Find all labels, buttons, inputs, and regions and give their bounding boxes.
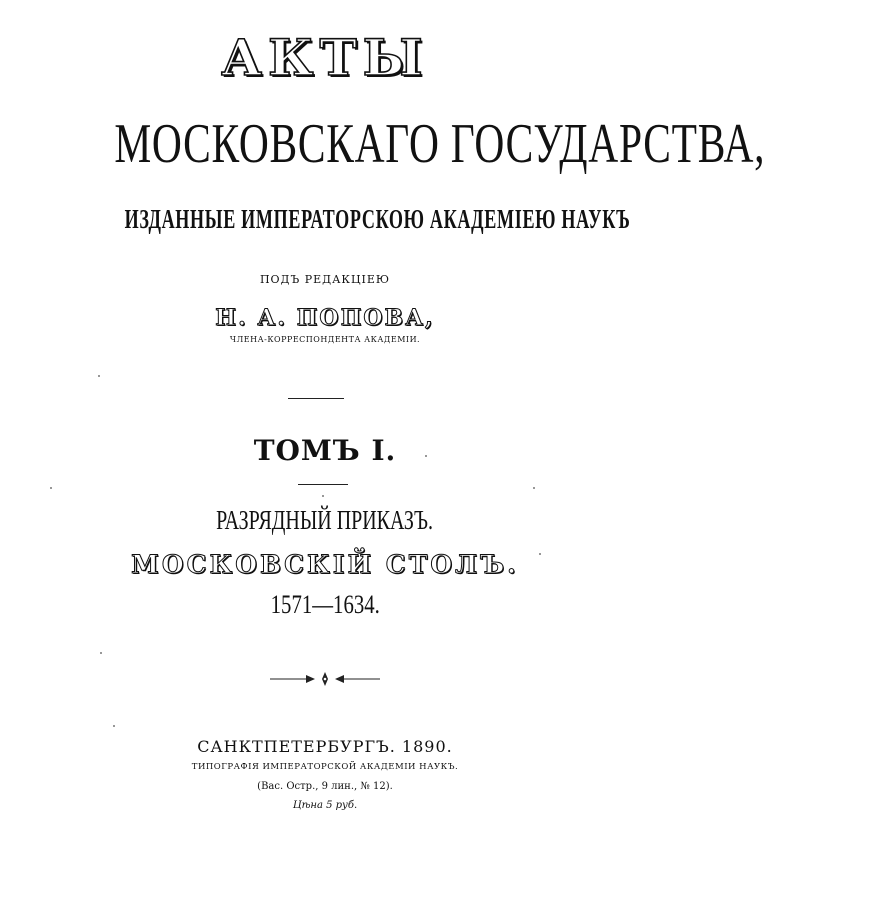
- desk-title: МОСКОВСКІЙ СТОЛЪ.: [131, 550, 519, 579]
- volume-title: ТОМЪ I.: [253, 434, 397, 467]
- series-title: АКТЫ: [221, 28, 429, 87]
- editor-name: Н. А. ПОПОВА,: [215, 305, 435, 331]
- scan-speck: [533, 487, 535, 489]
- scan-speck: [113, 725, 115, 727]
- scan-speck: [100, 652, 102, 654]
- department-title-text: РАЗРЯДНЫЙ ПРИКАЗЪ.: [216, 505, 434, 535]
- state-title-text: МОСКОВСКАГО ГОСУДАРСТВА,: [114, 113, 766, 175]
- publisher-line-text: ИЗДАННЫЕ ИМПЕРАТОРСКОЮ АКАДЕМІЕЮ НАУКЪ: [124, 204, 631, 234]
- imprint-address: (Вас. Остр., 9 лин., № 12).: [257, 781, 393, 792]
- scan-speck: [98, 375, 100, 377]
- state-title: [0, 112, 766, 176]
- scan-speck: [322, 495, 324, 497]
- imprint-price: Цѣна 5 руб.: [292, 800, 358, 811]
- imprint-city-year: САНКТПЕТЕРБУРГЪ. 1890.: [197, 737, 453, 756]
- years: [0, 590, 650, 620]
- editor-intro: ПОДЪ РЕДАКЦІЕЮ: [259, 273, 391, 286]
- publisher-line: [0, 204, 650, 235]
- scan-speck: [50, 487, 52, 489]
- editor-role: ЧЛЕНА-КОРРЕСПОНДЕНТА АКАДЕМІИ.: [229, 335, 421, 344]
- years-text: 1571—1634.: [270, 590, 380, 619]
- scan-speck: [539, 553, 541, 555]
- imprint-printer: ТИПОГРАФІЯ ИМПЕРАТОРСКОЙ АКАДЕМІИ НАУКЪ.: [191, 762, 459, 772]
- divider-rule: [298, 484, 348, 485]
- fleuron-icon: [270, 670, 380, 688]
- divider-rule: [288, 398, 344, 399]
- department-title: [0, 505, 650, 536]
- scan-speck: [425, 455, 427, 457]
